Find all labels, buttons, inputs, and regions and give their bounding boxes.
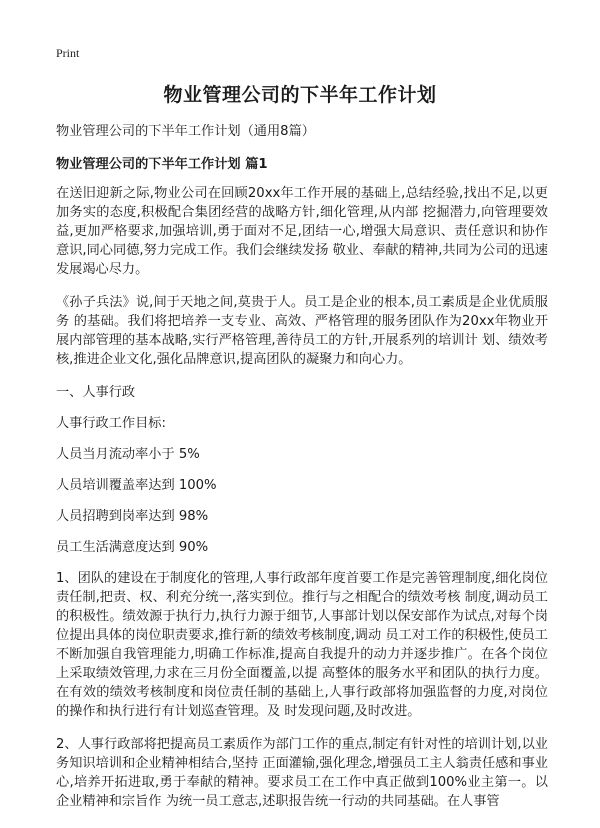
hr-goal-item: 人员当月流动率小于 5% [56,447,200,462]
paragraph-team-building: 1、团队的建设在于制度化的管理,人事行政部年度首要工作是完善管理制度,细化岗位责任制,把责、权、利充分统一,落实到位。推行与之相配合的绩效考核 制度,调动员工的积极性。绩效源于执行力,执行力源于细节,人事部计划以保安部作为试点,对每个岗位提出具体的岗位职责要求,推行新的绩效考核制度,调动 员工对工作的积极性,使员工不断加强自我管理能力,明确工作标准,提高自我提升的动力并逐步推广。在各个岗位上采取绩效管理,力求在三月份全面覆盖,以提 高整体的服务水平和团队的执行力度。在有效的绩效考核制度和岗位责任制的基础上,人事行政部将加强监督的力度,对岗位的操作和执行进行有计划巡查管理。及 时发现问题,及时改进。 [56,571,548,719]
section-heading: 物业管理公司的下半年工作计划 篇1 [56,157,268,172]
hr-goal-item: 人员招聘到岗率达到 98% [56,509,209,524]
print-label: Print [56,46,80,60]
document-body [56,122,548,825]
document-subtitle: 物业管理公司的下半年工作计划（通用8篇） [56,124,315,139]
hr-goal-item: 员工生活满意度达到 90% [56,540,209,555]
paragraph-sunzi: 《孙子兵法》说,间于天地之间,莫贵于人。员工是企业的根本,员工素质是企业优质服务 的基础。我们将把培养一支专业、高效、严格管理的服务团队作为20xx年物业开展内部管理的基本战略,实行严格管理,善待员工的方针,开展系列的培训计 划、绩效考核,推进企业文化,强化品牌意识,提高团队的凝聚力和向心力。 [56,295,548,367]
paragraph-staff-quality: 2、人事行政部将把提高员工素质作为部门工作的重点,制定有针对性的培训计划,以业务知识培训和企业精神相结合,坚持 正面灌输,强化理念,增强员工主人翁责任感和事业心,培养开拓进取,勇于奉献的精神。要求员工在工作中真正做到100%业主第一。以企业精神和宗旨作 为统一员工意志,述职报告统一行动的共同基础。在人事管 [56,737,548,809]
document-title: 物业管理公司的下半年工作计划 [163,84,437,106]
hr-heading: 一、人事行政 [56,385,136,400]
hr-goal-item: 人员培训覆盖率达到 100% [56,478,217,493]
hr-goals-label: 人事行政工作目标: [56,416,166,431]
paragraph-intro: 在送旧迎新之际,物业公司在回顾20xx年工作开展的基础上,总结经验,找出不足,以更加务实的态度,积极配合集团经营的战略方针,细化管理,从内部 挖掘潜力,向管理要效益,更加严格要求,加强培训,勇于面对不足,团结一心,增强大局意识、责任意识和协作意识,同心同德,努力完成工作。我们会继续发扬 敬业、奉献的精神,共同为公司的迅速发展竭心尽力。 [56,186,548,277]
